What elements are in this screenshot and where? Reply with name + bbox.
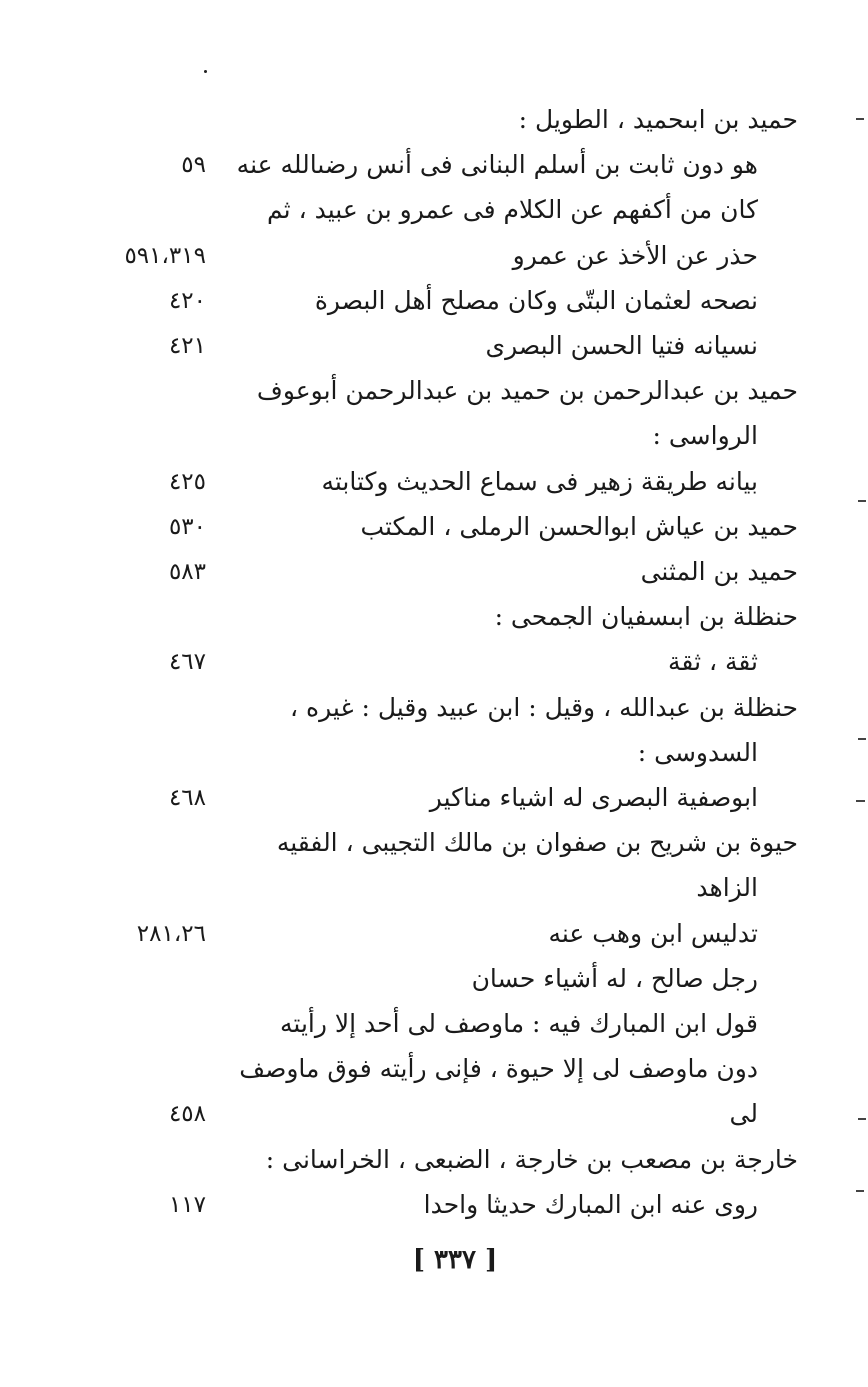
entry-text: حنظلة بن عبدالله ، وقيل : ابن عبيد وقيل : غيره ، — [290, 692, 798, 722]
entry-page-ref: ٥٩١،٣١٩ — [124, 242, 206, 269]
entry-text: تدليس ابن وهب عنه — [548, 918, 758, 948]
entry-page-ref: ٥٣٠ — [168, 513, 206, 540]
entry-text: خارجة بن مصعب بن خارجة ، الضبعى ، الخراسانى : — [265, 1144, 798, 1174]
entry-text: ثقة ، ثقة — [668, 647, 758, 677]
entry-text: بيانه طريقة زهير فى سماع الحديث وكتابته — [321, 466, 758, 496]
index-entry — [0, 868, 868, 912]
entry-text: حنظلة بن ابىسفيان الجمحى : — [494, 602, 798, 632]
index-entry — [0, 371, 868, 415]
stray-dot — [204, 70, 207, 73]
index-entry — [0, 733, 868, 777]
entry-text: حيوة بن شريح بن صفوان بن مالك التجيبى ، الفقيه — [276, 828, 798, 858]
entry-text: حميد بن المثنى — [640, 557, 798, 586]
index-entry — [0, 416, 868, 460]
entry-text: حميد بن عياش ابوالحسن الرملى ، المكتب — [360, 511, 798, 541]
index-entry — [0, 100, 868, 144]
entry-text: نصحه لعثمان البتّى وكان مصلح أهل البصرة — [314, 285, 758, 315]
index-entry — [0, 959, 868, 1003]
entry-page-ref: ٤٢٥ — [168, 468, 206, 495]
entry-text: قول ابن المبارك فيه : ماوصف لى أحد إلا رأيته — [280, 1009, 758, 1038]
index-entry — [0, 1140, 868, 1184]
entry-page-ref: ٤٦٧ — [168, 649, 206, 676]
entry-text: السدوسى : — [637, 737, 758, 767]
margin-mark — [858, 500, 866, 502]
index-entry — [0, 507, 868, 551]
entry-page-ref: ٢٨١،٢٦ — [136, 920, 206, 947]
index-entry — [0, 642, 868, 686]
entry-text: الرواسى : — [652, 421, 758, 451]
entry-text: كان من أكفهم عن الكلام فى عمرو بن عبيد ، ثم — [267, 195, 758, 225]
entry-page-ref: ٤٦٨ — [168, 785, 206, 811]
entry-page-ref: ٥٨٣ — [168, 559, 206, 585]
index-entry — [0, 914, 868, 958]
entry-text: ابوصفية البصرى له اشياء مناكير — [429, 783, 758, 812]
index-entry — [0, 778, 868, 822]
index-entry — [0, 145, 868, 189]
margin-mark — [856, 1190, 864, 1192]
index-entry — [0, 597, 868, 641]
entry-text: دون ماوصف لى إلا حيوة ، فإنى رأيته فوق ماوصف — [239, 1054, 758, 1084]
index-entry — [0, 823, 868, 867]
margin-mark — [858, 738, 866, 740]
entry-text: نسيانه فتيا الحسن البصرى — [485, 331, 758, 360]
margin-mark — [856, 118, 864, 120]
index-entry — [0, 281, 868, 325]
entry-page-ref: ٤٢١ — [168, 333, 206, 359]
entry-text: رجل صالح ، له أشياء حسان — [471, 963, 758, 993]
index-entry — [0, 1094, 868, 1138]
entry-page-ref: ١١٧ — [168, 1191, 206, 1218]
index-entry — [0, 1185, 868, 1229]
index-entry — [0, 462, 868, 506]
index-entry — [0, 326, 868, 370]
page-number: [ ٣٣٧ ] — [412, 1245, 498, 1275]
index-entry — [0, 1049, 868, 1093]
entry-text: لى — [729, 1099, 758, 1129]
entry-text: حميد بن ابىحميد ، الطويل : — [518, 105, 798, 134]
margin-mark — [856, 800, 865, 802]
index-entry — [0, 1004, 868, 1048]
index-entry — [0, 688, 868, 732]
entry-text: حميد بن عبدالرحمن بن حميد بن عبدالرحمن أبوعوف — [256, 376, 798, 406]
index-entry — [0, 190, 868, 234]
entry-text: حذر عن الأخذ عن عمرو — [512, 240, 758, 270]
entry-page-ref: ٥٩ — [181, 152, 206, 179]
margin-mark — [858, 1118, 866, 1120]
index-entry — [0, 552, 868, 596]
entry-text: الزاهد — [696, 873, 758, 903]
entry-page-ref: ٤٥٨ — [168, 1101, 206, 1128]
entry-page-ref: ٤٢٠ — [168, 287, 206, 314]
entry-text: روى عنه ابن المبارك حديثا واحدا — [423, 1189, 758, 1219]
index-entry — [0, 236, 868, 280]
entry-text: هو دون ثابت بن أسلم البنانى فى أنس رضىالله عنه — [236, 150, 758, 180]
